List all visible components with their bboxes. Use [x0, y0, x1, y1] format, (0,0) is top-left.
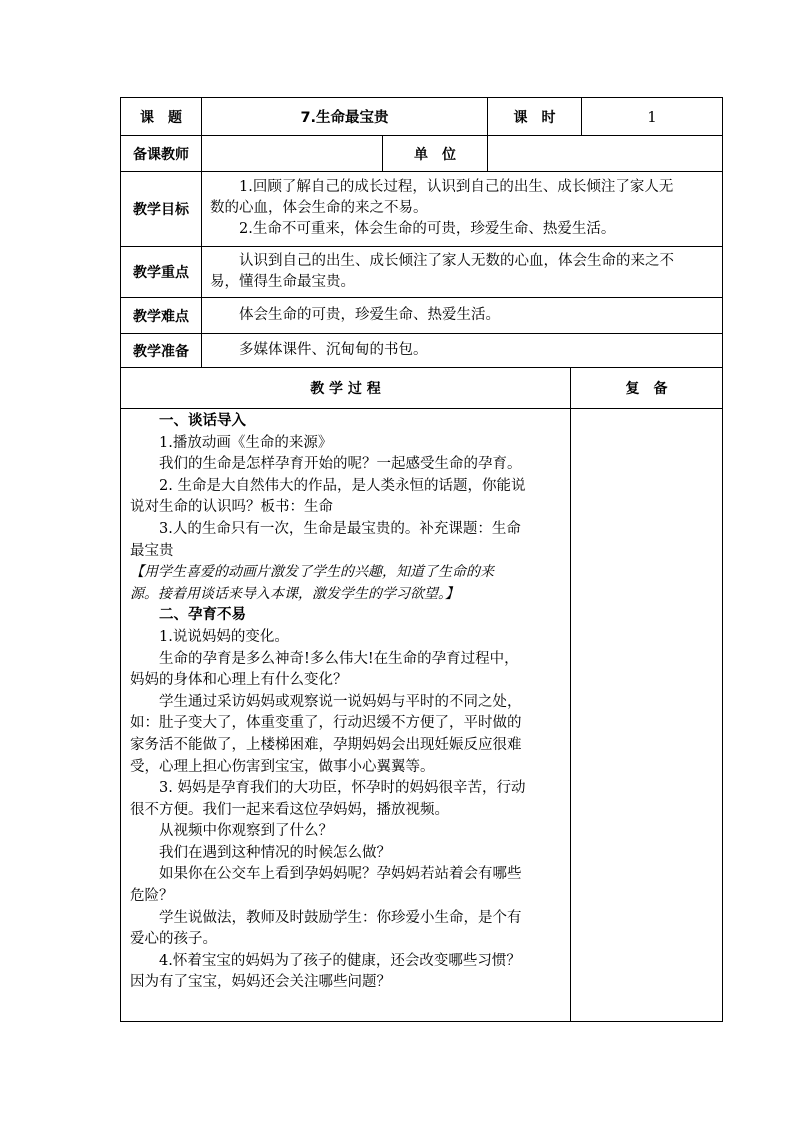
process-line: 学生说做法，教师及时鼓励学生：你珍爱小生命，是个有 [159, 909, 522, 926]
row-divider [120, 246, 723, 247]
teacher-value [202, 136, 382, 171]
goals-line: 数的心血，体会生命的来之不易。 [210, 200, 428, 216]
row-divider [120, 297, 723, 298]
teaching-note: 源。接着用谈话来导入本课，激发学生的学习欲望。】 [130, 585, 459, 602]
process-header: 教 学 过 程 [310, 381, 381, 397]
column-divider [570, 367, 571, 1022]
process-line: 1.播放动画《生命的来源》 [159, 434, 333, 451]
row-divider [120, 171, 723, 172]
section-heading: 二、孕育不易 [159, 607, 246, 624]
process-line: 危险？ [130, 888, 174, 905]
teaching-note: 【用学生喜爱的动画片激发了学生的兴趣，知道了生命的来 [130, 564, 494, 581]
process-line: 学生通过采访妈妈或观察说一说妈妈与平时的不同之处， [159, 693, 522, 710]
process-line: 生命的孕育是多么神奇!多么伟大!在生命的孕育过程中， [159, 650, 519, 667]
process-line: 2. 生命是大自然伟大的作品，是人类永恒的话题，你能说 [159, 477, 526, 494]
key-points-text [210, 251, 718, 293]
process-line: 3.人的生命只有一次，生命是最宝贵的。补充课题：生命 [159, 520, 521, 537]
process-line: 如果你在公交车上看到孕妈妈呢？孕妈妈若站着会有哪些 [159, 866, 522, 883]
process-line: 我们的生命是怎样孕育开始的呢？一起感受生命的孕育。 [159, 456, 522, 473]
key-points-line: 认识到自己的出生、成长倾注了家人无数的心血，体会生命的来之不 [239, 253, 674, 269]
process-line: 家务活不能做了，上楼梯困难，孕期妈妈会出现妊娠反应很难 [130, 736, 522, 753]
topic-label: 课 题 [140, 109, 182, 126]
preparation-line: 多媒体课件、沉甸甸的书包。 [239, 342, 428, 358]
key-points-label: 教学重点 [133, 265, 189, 281]
process-line: 从视频中你观察到了什么？ [159, 823, 333, 840]
row-divider [120, 408, 723, 409]
process-line: 最宝贵 [130, 542, 174, 559]
section-heading: 一、谈话导入 [159, 413, 246, 429]
difficulties-text [210, 305, 718, 326]
process-body [130, 411, 563, 994]
unit-value [488, 136, 722, 171]
key-points-line: 易，懂得生命最宝贵。 [210, 274, 355, 290]
process-line: 因为有了宝宝，妈妈还会关注哪些问题？ [130, 974, 391, 991]
process-line: 如：肚子变大了，体重变重了，行动迟缓不方便了，平时做的 [130, 715, 522, 732]
period-value: 1 [647, 107, 657, 126]
topic-value: 7.生命最宝贵 [300, 110, 389, 126]
process-line: 爱心的孩子。 [130, 931, 217, 948]
difficulties-label: 教学难点 [133, 308, 189, 325]
goals-line: 1.回顾了解自己的成长过程，认识到自己的出生、成长倾注了家人无 [239, 179, 674, 195]
process-line: 受，心理上担心伤害到宝宝，做事小心翼翼等。 [130, 758, 435, 775]
preparation-text [210, 340, 718, 361]
goals-label: 教学目标 [133, 202, 189, 218]
row-divider [120, 333, 723, 334]
preparation-label: 教学准备 [133, 343, 189, 360]
process-line: 3. 妈妈是孕育我们的大功臣，怀孕时的妈妈很辛苦，行动 [159, 780, 526, 797]
period-label: 课 时 [513, 109, 556, 126]
process-line: 我们在遇到这种情况的时候怎么做？ [159, 844, 391, 861]
process-line: 说对生命的认识吗？板书：生命 [130, 499, 333, 516]
process-line: 4.怀着宝宝的妈妈为了孩子的健康，还会改变哪些习惯？ [159, 952, 521, 969]
difficulties-line: 体会生命的可贵，珍爱生命、热爱生活。 [239, 307, 500, 323]
review-header: 复 备 [625, 381, 668, 397]
process-line: 妈妈的身体和心理上有什么变化？ [130, 672, 348, 689]
goals-text [210, 177, 718, 240]
goals-line: 2.生命不可重来，体会生命的可贵，珍爱生命、热爱生活。 [239, 221, 616, 237]
teacher-label: 备课教师 [133, 146, 189, 163]
unit-label: 单 位 [414, 146, 456, 163]
process-line: 很不方便。我们一起来看这位孕妈妈，播放视频。 [130, 801, 449, 818]
process-line: 1.说说妈妈的变化。 [159, 628, 289, 645]
